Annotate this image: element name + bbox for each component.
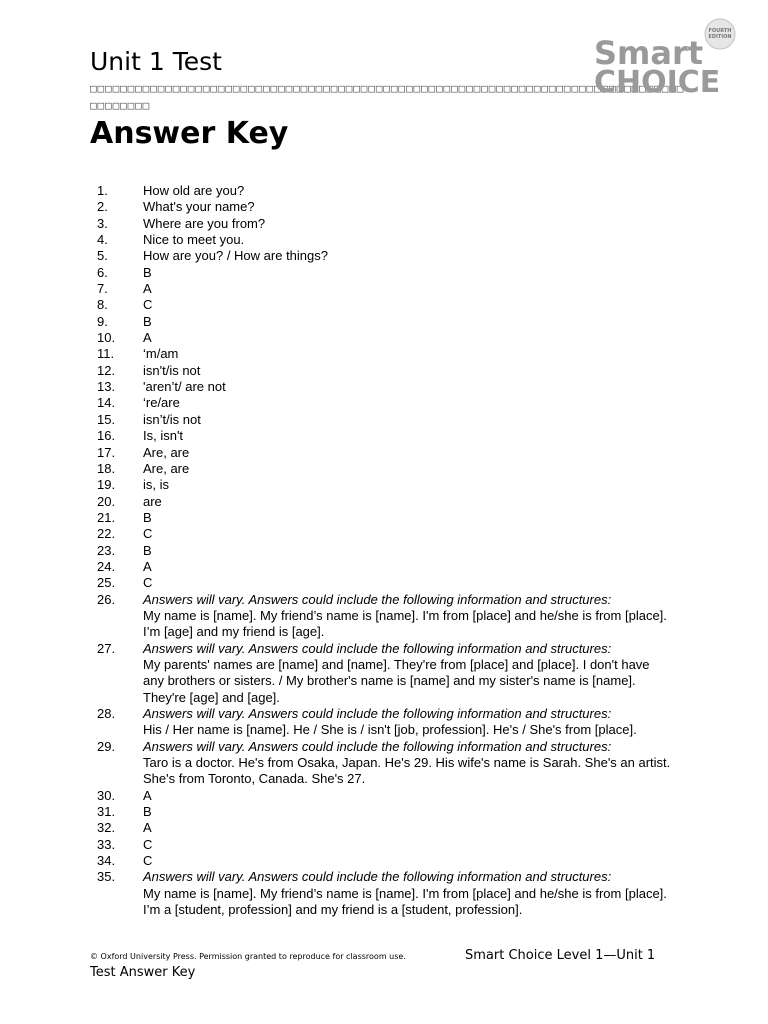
- answer-number: 26.: [97, 591, 116, 607]
- answer-item: [0, 510, 768, 526]
- answer-text: Is, isn't: [143, 428, 184, 444]
- badge-line-2: EDITION: [708, 34, 732, 40]
- answer-number: 19.: [97, 477, 116, 493]
- footer-doc-label: Test Answer Key: [90, 965, 196, 980]
- answer-text: isn't/is not: [143, 362, 201, 378]
- answer-text: is, is: [143, 477, 169, 493]
- answer-item: [0, 346, 768, 362]
- answer-number: 16.: [97, 428, 116, 444]
- answer-number: 35.: [97, 869, 116, 885]
- answer-item: [0, 853, 768, 869]
- answer-item: [0, 575, 768, 591]
- answer-note: Answers will vary. Answers could include the following information and structures:: [143, 591, 612, 607]
- answer-number: 32.: [97, 820, 116, 836]
- answer-number: 28.: [97, 706, 116, 721]
- answer-item: [0, 265, 768, 281]
- answer-item: [0, 543, 768, 559]
- answer-item: [0, 477, 768, 493]
- answer-text: C: [143, 297, 153, 313]
- footer-copyright: © Oxford University Press. Permission granted to reproduce for classroom use.: [90, 952, 406, 961]
- answer-text: What's your name?: [143, 199, 255, 215]
- page-title: Unit 1 Test: [90, 47, 222, 76]
- footer-level: Smart Choice Level 1—Unit 1: [465, 948, 656, 963]
- answer-text: My name is [name]. My friend’s name is [name]. I'm from [place] and he/she is from [place]. I’m [age] and my friend is [age].: [143, 607, 667, 640]
- answer-item: [0, 592, 768, 641]
- garbled-text-line: □□□□□□□□□□□□□□□□□□□□□□□□□□□□□□□□□□□□□□□□□□□□□□□□□□□□□□□□□□□□□□□□□□□□□□□□□□□□□□□□□□□□□□□: [90, 82, 685, 112]
- answer-number: 1.: [97, 183, 108, 198]
- answer-item: [0, 363, 768, 379]
- answer-item: [0, 281, 768, 297]
- answer-item: [0, 494, 768, 510]
- answer-key-heading: Answer Key: [90, 116, 289, 151]
- answer-number: 22.: [97, 526, 116, 542]
- answer-number: 13.: [97, 379, 116, 395]
- answer-note: Answers will vary. Answers could include the following information and structures:: [143, 640, 612, 656]
- answer-number: 5.: [97, 248, 108, 264]
- answer-number: 7.: [97, 281, 108, 297]
- answer-item: [0, 232, 768, 248]
- answer-item: [0, 183, 768, 199]
- answer-text: are: [143, 493, 162, 509]
- answer-text: Where are you from?: [143, 215, 266, 231]
- answer-number: 25.: [97, 575, 116, 591]
- answer-text: My name is [name]. My friend’s name is [name]. I'm from [place] and he/she is from [place]. I’m a [student, profession] and my friend is a [student, profession].: [143, 885, 667, 918]
- answer-number: 17.: [97, 444, 116, 460]
- answer-item: [0, 428, 768, 444]
- answer-number: 14.: [97, 395, 116, 411]
- answer-item: [0, 330, 768, 346]
- answer-item: [0, 314, 768, 330]
- answer-number: 12.: [97, 362, 116, 378]
- answer-text: How are you? / How are things?: [143, 248, 328, 264]
- answer-number: 23.: [97, 542, 116, 558]
- answer-item: [0, 869, 768, 918]
- answer-number: 2.: [97, 199, 108, 215]
- answer-list: [0, 183, 768, 918]
- answer-text: C: [143, 853, 153, 869]
- answer-text: His / Her name is [name]. He / She is / isn't [job, profession]. He's / She's from [place].: [143, 722, 637, 738]
- answer-item: [0, 248, 768, 264]
- answer-number: 27.: [97, 640, 116, 656]
- answer-text: A: [143, 558, 152, 574]
- answer-text: B: [143, 264, 152, 280]
- answer-number: 24.: [97, 558, 116, 574]
- answer-text: Are, are: [143, 444, 190, 460]
- answer-number: 20.: [97, 493, 116, 509]
- answer-item: [0, 706, 768, 739]
- answer-item: [0, 559, 768, 575]
- answer-text: C: [143, 526, 153, 542]
- answer-number: 15.: [97, 411, 116, 427]
- answer-item: [0, 820, 768, 836]
- answer-item: [0, 379, 768, 395]
- answer-text: C: [143, 575, 153, 591]
- answer-number: 31.: [97, 804, 116, 820]
- answer-number: 4.: [97, 232, 108, 248]
- answer-item: [0, 804, 768, 820]
- answer-text: How old are you?: [143, 183, 245, 198]
- logo-word-smart: Smart: [594, 34, 704, 72]
- answer-item: [0, 641, 768, 706]
- answer-text: A: [143, 787, 152, 803]
- answer-item: [0, 412, 768, 428]
- answer-text: B: [143, 804, 152, 820]
- answer-note: Answers will vary. Answers could include the following information and structures:: [143, 706, 612, 721]
- answer-number: 9.: [97, 313, 108, 329]
- answer-number: 8.: [97, 297, 108, 313]
- answer-text: My parents' names are [name] and [name]. They're from [place] and [place]. I don't have any brothers or sisters. / My brother's name is [name] and my sister's name is [name]. They're [age] and [age].: [143, 656, 650, 705]
- answer-text: A: [143, 820, 152, 836]
- answer-text: B: [143, 542, 152, 558]
- badge-line-1: FOURTH: [708, 28, 732, 34]
- answer-text: B: [143, 313, 152, 329]
- logo-word-choice: CHOICE: [594, 65, 721, 98]
- answer-number: 34.: [97, 853, 116, 869]
- answer-item: [0, 216, 768, 232]
- answer-text: A: [143, 330, 152, 346]
- answer-text: ‘re/are: [143, 395, 180, 411]
- answer-item: [0, 461, 768, 477]
- answer-item: [0, 739, 768, 788]
- smart-choice-logo: [590, 16, 740, 98]
- answer-number: 29.: [97, 738, 116, 754]
- answer-text: isn’t/is not: [143, 411, 201, 427]
- answer-text: B: [143, 509, 152, 525]
- answer-text: Taro is a doctor. He's from Osaka, Japan. He's 29. His wife's name is Sarah. She's an artist. She's from Toronto, Canada. She's 27.: [143, 755, 671, 787]
- answer-item: [0, 395, 768, 411]
- answer-text: C: [143, 836, 153, 852]
- answer-item: [0, 199, 768, 215]
- answer-item: [0, 297, 768, 313]
- answer-text: Nice to meet you.: [143, 232, 245, 248]
- answer-text: 'aren’t/ are not: [143, 379, 226, 395]
- answer-item: [0, 837, 768, 853]
- answer-item: [0, 526, 768, 542]
- answer-number: 30.: [97, 787, 116, 803]
- answer-number: 11.: [97, 346, 115, 362]
- answer-text: A: [143, 281, 152, 297]
- answer-note: Answers will vary. Answers could include the following information and structures:: [143, 869, 612, 885]
- answer-number: 33.: [97, 836, 116, 852]
- answer-number: 3.: [97, 215, 108, 231]
- answer-item: [0, 445, 768, 461]
- answer-number: 10.: [97, 330, 116, 346]
- answer-text: ‘m/am: [143, 346, 179, 362]
- answer-text: Are, are: [143, 460, 190, 476]
- answer-number: 18.: [97, 460, 116, 476]
- answer-number: 6.: [97, 264, 108, 280]
- answer-item: [0, 788, 768, 804]
- answer-number: 21.: [97, 509, 116, 525]
- answer-note: Answers will vary. Answers could include the following information and structures:: [143, 738, 612, 754]
